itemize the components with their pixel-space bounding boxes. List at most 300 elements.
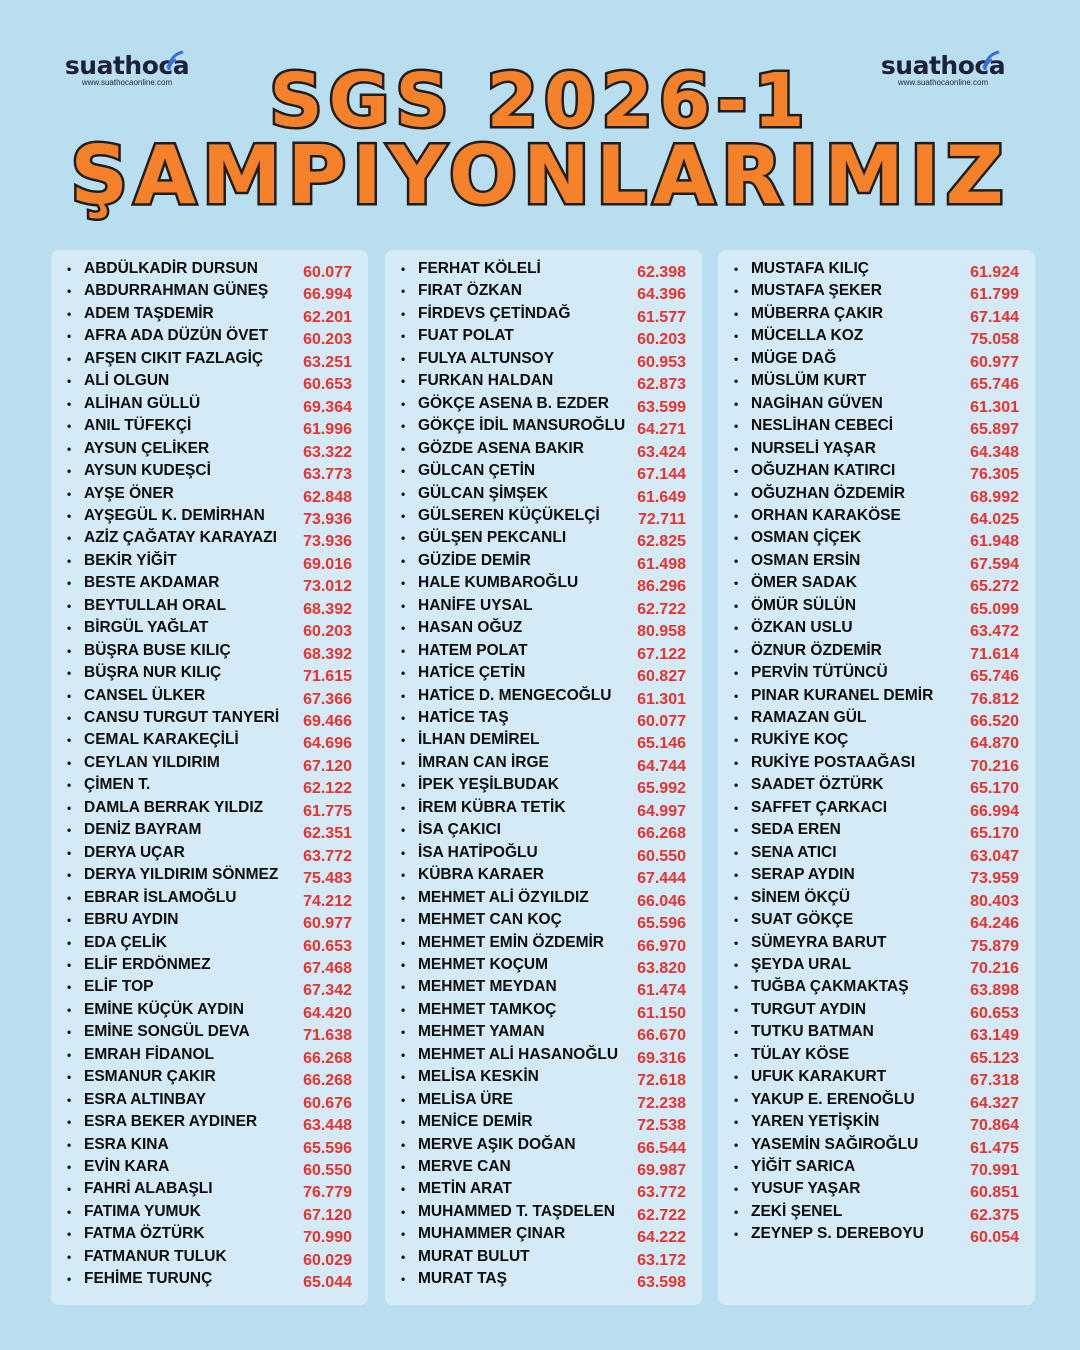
champion-name: AFŞEN CIKIT FAZLAGİÇ — [84, 349, 264, 367]
champion-row — [51, 932, 368, 954]
champion-score: 63.251 — [303, 353, 352, 371]
champion-row — [718, 370, 1035, 392]
champion-score: 61.301 — [637, 690, 686, 708]
champion-name: SERAP AYDIN — [751, 866, 855, 884]
champion-row — [385, 976, 702, 998]
champion-name: GÜLCAN ÇETİN — [418, 462, 536, 480]
bullet-icon: • — [67, 1227, 72, 1242]
champions-column-3 — [718, 250, 1035, 1305]
champion-row — [718, 640, 1035, 662]
champion-name: MEHMET TAMKOÇ — [418, 1000, 557, 1018]
champion-score: 75.058 — [970, 331, 1019, 349]
champion-score: 62.351 — [303, 825, 352, 843]
champion-score: 67.366 — [303, 690, 352, 708]
champion-score: 64.246 — [970, 915, 1019, 933]
champion-row — [385, 1156, 702, 1178]
champion-name: MEHMET MEYDAN — [418, 978, 557, 996]
champion-name: ALİ OLGUN — [84, 372, 170, 390]
champion-score: 66.520 — [970, 713, 1019, 730]
champion-name: MURAT TAŞ — [418, 1270, 507, 1288]
bullet-icon: • — [734, 1115, 739, 1130]
champion-row — [718, 572, 1035, 594]
champion-score: 60.653 — [970, 1004, 1019, 1022]
champion-score: 63.599 — [637, 398, 686, 416]
champion-row — [718, 460, 1035, 482]
bullet-icon: • — [401, 396, 406, 411]
champion-score: 63.149 — [970, 1027, 1019, 1045]
champion-score: 72.238 — [637, 1094, 686, 1112]
champion-row — [51, 280, 368, 302]
champion-score: 86.296 — [637, 578, 686, 596]
bullet-icon: • — [734, 643, 739, 658]
bullet-icon: • — [734, 598, 739, 613]
bullet-icon: • — [401, 957, 406, 972]
champion-name: BEYTULLAH ORAL — [84, 596, 227, 614]
champion-row — [718, 325, 1035, 347]
champion-score: 67.342 — [303, 982, 352, 1000]
bullet-icon: • — [401, 890, 406, 905]
champion-name: MUHAMMER ÇINAR — [418, 1225, 566, 1243]
champion-name: FAHRİ ALABAŞLI — [84, 1180, 213, 1198]
champion-score: 68.392 — [303, 645, 352, 663]
champion-row — [718, 280, 1035, 302]
champion-name: HANİFE UYSAL — [418, 596, 533, 614]
champion-name: ABDÜLKADİR DURSUN — [84, 260, 258, 277]
bullet-icon: • — [734, 1002, 739, 1017]
champion-row — [718, 864, 1035, 886]
champion-name: ELİF ERDÖNMEZ — [84, 955, 211, 973]
champion-name: MUSTAFA KILIÇ — [751, 260, 869, 277]
champion-name: MUSTAFA ŞEKER — [751, 282, 882, 300]
champion-row — [718, 415, 1035, 437]
champion-row — [51, 909, 368, 931]
champion-score: 62.398 — [637, 264, 686, 281]
champion-name: MERVE CAN — [418, 1158, 511, 1175]
champion-score: 76.305 — [970, 466, 1019, 484]
champion-name: TURGUT AYDIN — [751, 1000, 867, 1018]
bullet-icon: • — [401, 1092, 406, 1107]
champion-row — [51, 258, 368, 280]
champion-row — [385, 280, 702, 302]
bullet-icon: • — [734, 711, 739, 725]
champion-score: 66.046 — [637, 892, 686, 910]
champion-row — [51, 415, 368, 437]
champion-row — [385, 685, 702, 707]
champion-row — [385, 1066, 702, 1088]
bullet-icon: • — [734, 800, 739, 815]
champion-row — [718, 617, 1035, 639]
bullet-icon: • — [401, 486, 406, 501]
champion-score: 68.992 — [970, 488, 1019, 506]
champion-name: YUSUF YAŞAR — [751, 1180, 861, 1198]
bullet-icon: • — [67, 957, 72, 972]
champion-name: SÜMEYRA BARUT — [751, 933, 887, 951]
champion-name: ANIL TÜFEKÇİ — [84, 417, 192, 435]
champion-row — [385, 909, 702, 931]
champion-score: 61.475 — [970, 1139, 1019, 1157]
champion-row — [51, 1223, 368, 1245]
bullet-icon: • — [401, 688, 406, 703]
champion-score: 61.948 — [970, 533, 1019, 551]
champion-name: FULYA ALTUNSOY — [418, 349, 555, 367]
champion-row — [385, 393, 702, 415]
champion-name: EDA ÇELİK — [84, 933, 167, 951]
champion-row — [51, 1246, 368, 1268]
bullet-icon: • — [67, 666, 72, 681]
champion-row — [718, 685, 1035, 707]
bullet-icon: • — [734, 688, 739, 703]
champion-name: SENA ATICI — [751, 843, 837, 861]
champion-row — [385, 1111, 702, 1133]
champion-name: EBRAR İSLAMOĞLU — [84, 888, 237, 906]
bullet-icon: • — [401, 306, 406, 321]
champion-name: SUAT GÖKÇE — [751, 911, 854, 929]
champion-score: 63.047 — [970, 847, 1019, 865]
bullet-icon: • — [401, 374, 406, 389]
bullet-icon: • — [401, 980, 406, 995]
bullet-icon: • — [67, 621, 72, 636]
champion-row — [385, 842, 702, 864]
bullet-icon: • — [401, 1160, 406, 1174]
bullet-icon: • — [67, 1002, 72, 1017]
champion-row — [718, 595, 1035, 617]
champion-row — [51, 864, 368, 886]
champion-row — [385, 1089, 702, 1111]
champion-name: ADEM TAŞDEMİR — [84, 304, 214, 322]
champion-score: 65.272 — [970, 578, 1019, 596]
champion-score: 60.077 — [637, 713, 686, 730]
champion-row — [718, 819, 1035, 841]
champion-name: EMRAH FİDANOL — [84, 1045, 215, 1063]
bullet-icon: • — [67, 1025, 72, 1040]
champion-row — [718, 797, 1035, 819]
bullet-icon: • — [67, 374, 72, 389]
bullet-icon: • — [734, 666, 739, 681]
champion-score: 80.403 — [970, 892, 1019, 910]
bullet-icon: • — [67, 643, 72, 658]
bullet-icon: • — [734, 1025, 739, 1040]
bullet-icon: • — [67, 486, 72, 501]
champion-name: FUAT POLAT — [418, 327, 514, 345]
champion-name: YAKUP E. ERENOĞLU — [751, 1090, 915, 1108]
champion-row — [718, 1134, 1035, 1156]
bullet-icon: • — [734, 1137, 739, 1152]
champion-name: FERHAT KÖLELİ — [418, 260, 541, 277]
bullet-icon: • — [67, 306, 72, 321]
champion-score: 63.172 — [637, 1251, 686, 1269]
champion-row — [51, 325, 368, 347]
champion-name: BÜŞRA NUR KILIÇ — [84, 664, 222, 682]
champion-score: 62.722 — [637, 600, 686, 618]
champion-name: ELİF TOP — [84, 978, 154, 996]
champion-score: 62.201 — [303, 308, 352, 326]
champion-name: TUTKU BATMAN — [751, 1023, 874, 1041]
champion-row — [718, 483, 1035, 505]
champion-score: 66.268 — [303, 1072, 352, 1090]
champion-name: MEHMET EMİN ÖZDEMİR — [418, 933, 604, 951]
champion-score: 65.992 — [637, 780, 686, 798]
champion-name: ORHAN KARAKÖSE — [751, 506, 901, 524]
champion-score: 64.997 — [637, 802, 686, 820]
bullet-icon: • — [734, 913, 739, 928]
bullet-icon: • — [67, 1092, 72, 1107]
champion-score: 73.959 — [970, 870, 1019, 888]
champion-name: RUKİYE KOÇ — [751, 731, 849, 749]
champion-row — [51, 1089, 368, 1111]
champion-name: MEHMET CAN KOÇ — [418, 911, 562, 929]
champion-score: 73.012 — [303, 578, 352, 596]
champion-score: 61.996 — [303, 421, 352, 439]
champion-row — [385, 505, 702, 527]
champion-score: 65.123 — [970, 1049, 1019, 1067]
champion-score: 63.772 — [637, 1184, 686, 1202]
champion-row — [51, 1201, 368, 1223]
champion-row — [51, 1178, 368, 1200]
bullet-icon: • — [401, 935, 406, 950]
champion-score: 70.864 — [970, 1117, 1019, 1135]
bullet-icon: • — [734, 576, 739, 591]
champion-row — [51, 662, 368, 684]
champion-name: DENİZ BAYRAM — [84, 821, 202, 839]
champion-score: 65.146 — [637, 735, 686, 753]
champion-name: MEHMET ALİ ÖZYILDIZ — [418, 888, 589, 906]
champion-name: GÜLŞEN PEKCANLI — [418, 529, 567, 547]
champion-name: İPEK YEŞİLBUDAK — [418, 776, 559, 794]
champion-name: UFUK KARAKURT — [751, 1068, 887, 1086]
champion-row — [51, 505, 368, 527]
champion-score: 76.812 — [970, 690, 1019, 708]
bullet-icon: • — [67, 935, 72, 950]
champion-row — [718, 887, 1035, 909]
bullet-icon: • — [67, 1272, 72, 1287]
champion-score: 64.327 — [970, 1094, 1019, 1112]
champion-score: 60.827 — [637, 668, 686, 686]
bullet-icon: • — [734, 441, 739, 456]
champion-name: OĞUZHAN ÖZDEMİR — [751, 484, 906, 502]
bullet-icon: • — [67, 733, 72, 748]
bullet-icon: • — [734, 1092, 739, 1107]
champion-name: ŞEYDA URAL — [751, 955, 852, 973]
champion-name: ZEYNEP S. DEREBOYU — [751, 1225, 924, 1243]
champion-score: 65.596 — [637, 915, 686, 933]
champion-row — [385, 258, 702, 280]
champion-row — [718, 1066, 1035, 1088]
bullet-icon: • — [67, 688, 72, 703]
champion-row — [718, 976, 1035, 998]
champion-score: 63.898 — [970, 982, 1019, 1000]
champion-name: METİN ARAT — [418, 1180, 512, 1198]
champion-row — [51, 393, 368, 415]
champion-row — [51, 1156, 368, 1178]
champion-row — [51, 550, 368, 572]
champion-score: 65.099 — [970, 600, 1019, 618]
champion-row — [51, 707, 368, 729]
bullet-icon: • — [67, 711, 72, 725]
champion-name: MÜBERRA ÇAKIR — [751, 304, 884, 322]
champion-score: 71.615 — [303, 668, 352, 686]
bullet-icon: • — [734, 553, 739, 568]
champion-score: 69.016 — [303, 555, 352, 573]
champion-row — [51, 617, 368, 639]
bullet-icon: • — [734, 396, 739, 411]
champion-name: AFRA ADA DÜZÜN ÖVET — [84, 327, 269, 345]
champion-name: MELİSA ÜRE — [418, 1090, 514, 1108]
champion-score: 60.550 — [303, 1162, 352, 1179]
bullet-icon: • — [67, 1115, 72, 1130]
bullet-icon: • — [734, 374, 739, 389]
bullet-icon: • — [401, 419, 406, 434]
champion-score: 61.649 — [637, 488, 686, 506]
champion-score: 76.779 — [303, 1184, 352, 1202]
bullet-icon: • — [401, 643, 406, 658]
champion-score: 70.991 — [970, 1162, 1019, 1179]
bullet-icon: • — [401, 531, 406, 546]
champion-name: FİRDEVS ÇETİNDAĞ — [418, 304, 571, 322]
champion-score: 61.577 — [637, 308, 686, 326]
bullet-icon: • — [67, 1160, 72, 1174]
champion-score: 62.825 — [637, 533, 686, 551]
champion-score: 61.474 — [637, 982, 686, 1000]
champion-name: FATIMA YUMUK — [84, 1202, 201, 1220]
champion-score: 64.396 — [637, 286, 686, 304]
champion-row — [385, 1246, 702, 1268]
bullet-icon: • — [734, 531, 739, 546]
champion-name: MEHMET YAMAN — [418, 1023, 545, 1041]
champion-name: EMİNE KÜÇÜK AYDIN — [84, 1000, 244, 1018]
bullet-icon: • — [67, 598, 72, 613]
champion-name: MÜCELLA KOZ — [751, 327, 864, 345]
champion-name: GÜLCAN ŞİMŞEK — [418, 484, 549, 502]
champion-name: ÖMÜR SÜLÜN — [751, 596, 857, 614]
champion-name: İREM KÜBRA TETİK — [418, 798, 566, 816]
champion-name: HATEM POLAT — [418, 641, 528, 659]
champion-score: 65.746 — [970, 376, 1019, 394]
bullet-icon: • — [401, 778, 406, 793]
champion-score: 61.775 — [303, 802, 352, 820]
champion-name: TUĞBA ÇAKMAKTAŞ — [751, 978, 909, 996]
champion-name: ESRA BEKER AYDINER — [84, 1113, 258, 1131]
champion-name: HATİCE TAŞ — [418, 709, 509, 726]
champion-name: AYSUN ÇELİKER — [84, 439, 210, 457]
bullet-icon: • — [734, 1182, 739, 1197]
champion-score: 69.364 — [303, 398, 352, 416]
bullet-icon: • — [734, 868, 739, 883]
champion-score: 72.711 — [637, 510, 686, 528]
champion-score: 63.820 — [637, 959, 686, 977]
champion-row — [385, 1223, 702, 1245]
champion-row — [718, 1111, 1035, 1133]
champion-row — [385, 550, 702, 572]
bullet-icon: • — [67, 913, 72, 928]
champion-name: DAMLA BERRAK YILDIZ — [84, 798, 264, 816]
champion-name: HASAN OĞUZ — [418, 619, 523, 637]
champion-name: CANSEL ÜLKER — [84, 686, 206, 704]
champion-row — [385, 415, 702, 437]
bullet-icon: • — [401, 733, 406, 748]
champion-name: AYSUN KUDEŞCİ — [84, 462, 211, 480]
champion-score: 63.598 — [637, 1274, 686, 1292]
champion-score: 63.772 — [303, 847, 352, 865]
champion-score: 64.348 — [970, 443, 1019, 461]
champion-row — [385, 527, 702, 549]
champion-name: PERVİN TÜTÜNCÜ — [751, 664, 888, 682]
champion-score: 70.990 — [303, 1229, 352, 1247]
champion-score: 65.044 — [303, 1274, 352, 1292]
champion-row — [51, 774, 368, 796]
bullet-icon: • — [67, 1249, 72, 1264]
champion-name: DERYA UÇAR — [84, 843, 185, 861]
champion-row — [51, 527, 368, 549]
champion-row — [385, 325, 702, 347]
bullet-icon: • — [734, 935, 739, 950]
bullet-icon: • — [734, 262, 739, 276]
champion-row — [51, 595, 368, 617]
champion-name: ESMANUR ÇAKIR — [84, 1068, 216, 1086]
champion-row — [718, 1044, 1035, 1066]
champion-score: 64.222 — [637, 1229, 686, 1247]
bullet-icon: • — [67, 868, 72, 883]
bullet-icon: • — [67, 396, 72, 411]
bullet-icon: • — [401, 1047, 406, 1062]
champion-row — [718, 1201, 1035, 1223]
champion-score: 80.958 — [637, 623, 686, 641]
champion-score: 60.851 — [970, 1184, 1019, 1202]
bullet-icon: • — [401, 441, 406, 456]
bullet-icon: • — [734, 733, 739, 748]
champion-score: 67.120 — [303, 1206, 352, 1224]
champion-name: MÜSLÜM KURT — [751, 372, 867, 390]
champion-score: 75.483 — [303, 870, 352, 888]
champion-row — [51, 640, 368, 662]
bullet-icon: • — [734, 890, 739, 905]
bullet-icon: • — [67, 553, 72, 568]
champion-row — [51, 797, 368, 819]
champion-name: MÜGE DAĞ — [751, 349, 837, 367]
champion-row — [385, 1268, 702, 1290]
champion-row — [718, 1223, 1035, 1245]
champion-name: HATİCE D. MENGECOĞLU — [418, 686, 612, 704]
bullet-icon: • — [67, 464, 72, 479]
champion-name: EBRU AYDIN — [84, 911, 179, 929]
champion-score: 72.538 — [637, 1117, 686, 1135]
champion-score: 71.638 — [303, 1027, 352, 1045]
bullet-icon: • — [734, 778, 739, 793]
bullet-icon: • — [401, 464, 406, 479]
champion-name: MURAT BULUT — [418, 1247, 530, 1265]
champion-name: FEHİME TURUNÇ — [84, 1270, 213, 1288]
champion-row — [718, 258, 1035, 280]
champion-name: FURKAN HALDAN — [418, 372, 554, 390]
bullet-icon: • — [401, 1204, 406, 1219]
bullet-icon: • — [734, 845, 739, 860]
champion-name: CANSU TURGUT TANYERİ — [84, 709, 280, 726]
champion-name: AZİZ ÇAĞATAY KARAYAZI — [84, 529, 277, 547]
champion-name: FATMANUR TULUK — [84, 1247, 227, 1265]
bullet-icon: • — [401, 1002, 406, 1017]
champion-name: NESLİHAN CEBECİ — [751, 417, 894, 435]
champion-score: 65.170 — [970, 780, 1019, 798]
bullet-icon: • — [67, 1137, 72, 1152]
champion-score: 67.468 — [303, 959, 352, 977]
champion-score: 62.122 — [303, 780, 352, 798]
bullet-icon: • — [401, 1249, 406, 1264]
champion-name: YİĞİT SARICA — [751, 1158, 856, 1175]
bullet-icon: • — [67, 1070, 72, 1085]
bullet-icon: • — [401, 666, 406, 681]
champion-score: 64.271 — [637, 421, 686, 439]
bullet-icon: • — [67, 351, 72, 366]
champion-score: 60.676 — [303, 1094, 352, 1112]
